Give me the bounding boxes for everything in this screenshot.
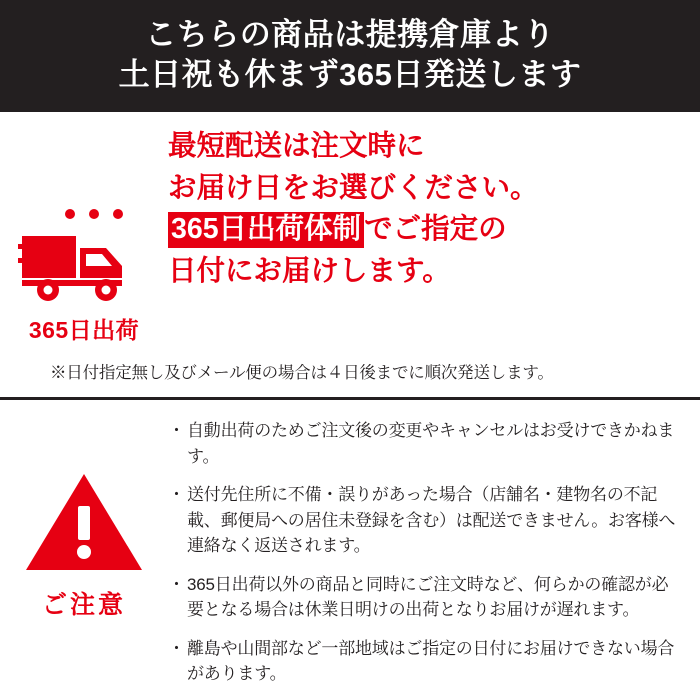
caution-note-list (168, 414, 700, 700)
truck-icon (18, 208, 150, 304)
caution-label: ご注意 (41, 591, 126, 619)
bullet-icon: ・ (168, 574, 185, 594)
bullet-icon: ・ (168, 421, 185, 440)
list-item (168, 482, 684, 559)
caution-note-text: 自動出荷のためご注文後の変更やキャンセルはお受けできかねます。 (187, 421, 675, 466)
caution-note-text: 365日出荷以外の商品と同時にご注文時など、何らかの確認が必要となる場合は休業日明けの出荷となりお届けが遅れます。 (187, 574, 669, 619)
header-line-1: こちらの商品は提携倉庫より (145, 17, 555, 53)
shipping-text-block (168, 122, 700, 397)
caution-note-text: 送付先住所に不備・誤りがあった場合（店舗名・建物名の不記載、郵便局への居住未登録を含む）は配送できません。お客様へ連絡なく返送されます。 (187, 485, 676, 555)
shipping-note: ※日付指定無し及びメール便の場合は４日後までに順次発送します。 (50, 364, 554, 382)
shipping-line-2: お届け日をお選びください。 (168, 171, 539, 204)
truck-badge (0, 122, 168, 397)
list-item (168, 572, 684, 623)
shipping-line-1: 最短配送は注文時に (168, 130, 425, 162)
shipping-line-4: 日付にお届けします。 (168, 254, 451, 287)
warning-triangle-icon (22, 470, 146, 579)
bullet-icon: ・ (168, 485, 185, 504)
bullet-icon: ・ (168, 638, 185, 658)
shipping-line-3-rest: でご指定の (364, 213, 507, 246)
list-item (168, 636, 684, 687)
caution-badge (0, 414, 168, 700)
list-item (168, 418, 684, 469)
caution-note-text: 離島や山間部など一部地域はご指定の日付にお届けできない場合があります。 (187, 638, 675, 683)
shipping-line-3 (168, 209, 686, 251)
header-line-2: 土日祝も休まず365日発送します (118, 57, 582, 92)
caution-section (0, 400, 700, 700)
shipping-section (0, 112, 700, 397)
banner-header (0, 0, 700, 112)
truck-label: 365日出荷 (28, 317, 140, 343)
shipping-highlight: 365日出荷体制 (168, 212, 364, 248)
